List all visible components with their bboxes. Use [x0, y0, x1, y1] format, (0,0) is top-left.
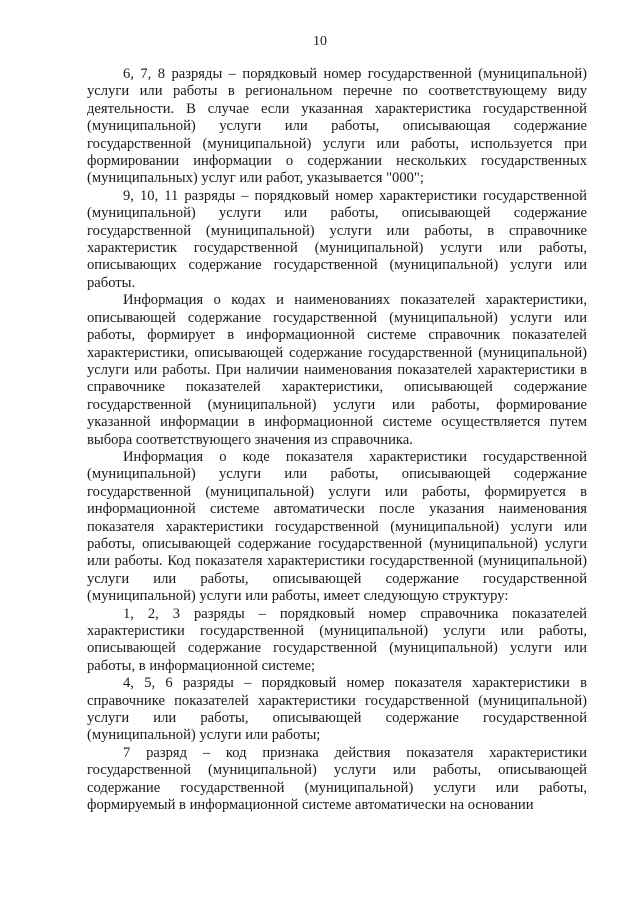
paragraph-indicator-code-structure: Информация о коде показателя характеристики государственной (муниципальной) услуги или работы, описывающей содержание государственной (муниципальной) услуги или работы, формируется в информационной системе автоматически после указания наименования показателя характеристики государственной (муниципальной) услуги или работы, описывающей содержание государственной (муниципальной) услуги или работы. Код показателя характеристики государственной (муниципальной) услуги или работы, описывающей содержание государственной (муниципальной) услуги или работы, имеет следующую структуру: — [87, 448, 587, 605]
paragraph-indicator-codes-info: Информация о кодах и наименованиях показателей характеристики, описывающей содержание государственной (муниципальной) услуги или работы, формирует в информационной системе справочник показателей характеристики, описывающей содержание государственной (муниципальной) услуги или работы. При наличии наименования показателей характеристики в справочнике показателей характеристики, описывающей содержание государственной (муниципальной) услуги или работы, формирование указанной информации в информационной системе осуществляется путем выбора соответствующего значения из справочника. — [87, 292, 587, 448]
page-number: 10 — [313, 34, 327, 49]
paragraph-digits-1-3: 1, 2, 3 разряды – порядковый номер справочника показателей характеристики государственной (муниципальной) услуги или работы, описывающей содержание государственной (муниципальной) услуги или работы, в информационной системе; — [87, 605, 587, 674]
paragraph-digits-4-6: 4, 5, 6 разряды – порядковый номер показателя характеристики в справочнике показателей характеристики государственной (муниципальной) услуги или работы, описывающей содержание государственной (муниципальной) услуги или работы; — [87, 675, 587, 744]
paragraph-digit-7: 7 разряд – код признака действия показателя характеристики государственной (муниципальной) услуги или работы, описывающей содержание государственной (муниципальной) услуги или работы, формируемый в информационной системе автоматически на основании — [87, 744, 587, 814]
paragraph-digits-6-8: 6, 7, 8 разряды – порядковый номер государственной (муниципальной) услуги или работы в региональном перечне по соответствующему виду деятельности. В случае если указанная характеристика государственной (муниципальной) услуги или работы, описывающая содержание государственной (муниципальной) услуги или работы, используется при формировании информации о содержании нескольких государственных (муниципальных) услуг или работ, указывается "000"; — [87, 66, 587, 187]
paragraph-digits-9-11: 9, 10, 11 разряды – порядковый номер характеристики государственной (муниципальной) услуги или работы, описывающей содержание государственной (муниципальной) услуги или работы, в справочнике характеристик государственной (муниципальной) услуги или работы, описывающих содержание государственной (муниципальной) услуги или работы. — [87, 187, 587, 291]
document-body — [87, 66, 587, 814]
